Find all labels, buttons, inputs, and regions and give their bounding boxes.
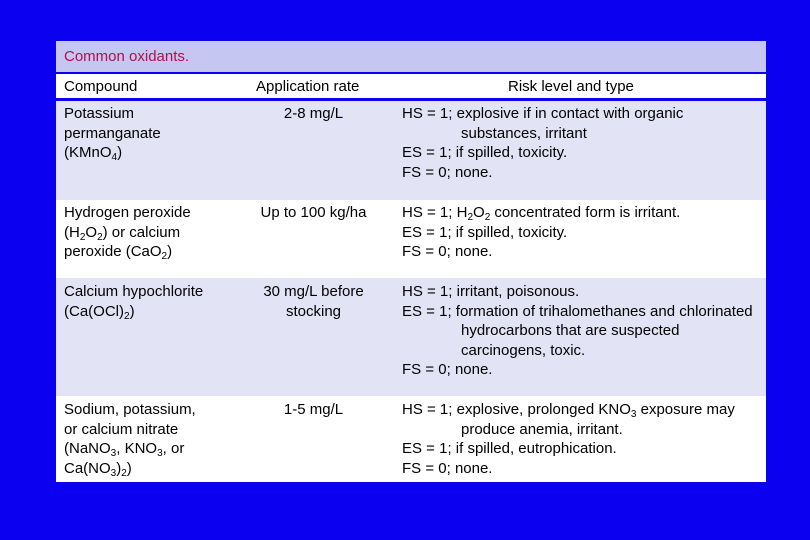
compound-line: Potassium (64, 105, 135, 122)
compound-line (64, 223, 244, 243)
risk-cell (402, 282, 762, 380)
compound-cell (64, 203, 244, 262)
table-row (56, 101, 766, 200)
rate-cell (246, 400, 381, 420)
risk-line-fs: FS = 0; none. (402, 361, 493, 378)
rate-line: Up to 100 kg/ha (260, 204, 367, 221)
rate-line: 2-8 mg/L (283, 105, 344, 122)
risk-line-es: ES = 1; formation of trihalomethanes and chlorinated hydrocarbons that are suspected carcinogens, toxic. (402, 302, 753, 359)
risk-line-es: ES = 1; if spilled, toxicity. (402, 144, 568, 161)
compound-cell (64, 282, 244, 321)
risk-line-fs: FS = 0; none. (402, 163, 493, 181)
risk-line-hs (402, 203, 762, 223)
rate-line: 30 mg/L before (263, 283, 364, 300)
formula-text: $(H_2O_2)$ or calcium (64, 223, 181, 243)
compound-line: Calcium hypochlorite (64, 283, 204, 300)
table-row (56, 200, 766, 278)
risk-line-fs: FS = 0; none. (402, 243, 493, 260)
compound-line (64, 302, 244, 322)
rate-cell (246, 203, 381, 223)
formula-text: $(Ca(OCl)_2)$ (64, 302, 135, 322)
table-header-row (56, 72, 766, 101)
rate-line: 1-5 mg/L (283, 401, 344, 418)
formula-text: (KMnO$_4$) (64, 144, 123, 163)
compound-line (64, 439, 244, 459)
formula-text: peroxide (CaO$_2$) (64, 243, 173, 262)
compound-line: or calcium nitrate (64, 420, 179, 438)
rate-line: stocking (285, 302, 342, 320)
compound-line (64, 459, 244, 479)
risk-line-es: ES = 1; if spilled, toxicity. (402, 223, 568, 241)
header-risk-level: Risk level and type (508, 78, 634, 95)
compound-line: permanganate (64, 124, 161, 142)
risk-line-fs: FS = 0; none. (402, 459, 493, 477)
risk-line-es: ES = 1; if spilled, eutrophication. (402, 440, 617, 457)
compound-line (64, 203, 244, 223)
table-row (56, 396, 766, 482)
risk-line-hs: HS = 1; irritant, poisonous. (402, 283, 580, 300)
risk-line-hs: HS = 1; explosive if in contact with organic substances, irritant (402, 105, 684, 142)
header-compound: Compound (64, 78, 138, 95)
rate-cell (246, 104, 381, 124)
risk-cell (402, 104, 762, 182)
compound-cell (64, 104, 244, 163)
table-row (56, 278, 766, 396)
formula-text: HS = 1; $H_2O_2$ concentrated form is irritant. (402, 204, 681, 223)
risk-cell (402, 400, 762, 478)
formula-text: HS = 1; explosive, prolonged $KNO_3$ exposure may produce anemia, irritant. (402, 401, 735, 438)
compound-line: Sodium, potassium, (64, 401, 196, 418)
compound-line (64, 242, 244, 262)
compound-text: Hydrogen peroxide (64, 204, 191, 221)
risk-line-hs (402, 400, 762, 439)
compound-cell (64, 400, 244, 478)
risk-cell (402, 203, 762, 262)
table-caption: Common oxidants. (56, 41, 766, 72)
header-application-rate: Application rate (256, 78, 360, 95)
rate-cell (246, 282, 381, 321)
compound-line (64, 143, 244, 163)
formula-text: (NaNO$_3$, $KNO_3$, or (64, 440, 185, 459)
formula-text: $Ca(NO_3)_2$) (64, 459, 132, 479)
